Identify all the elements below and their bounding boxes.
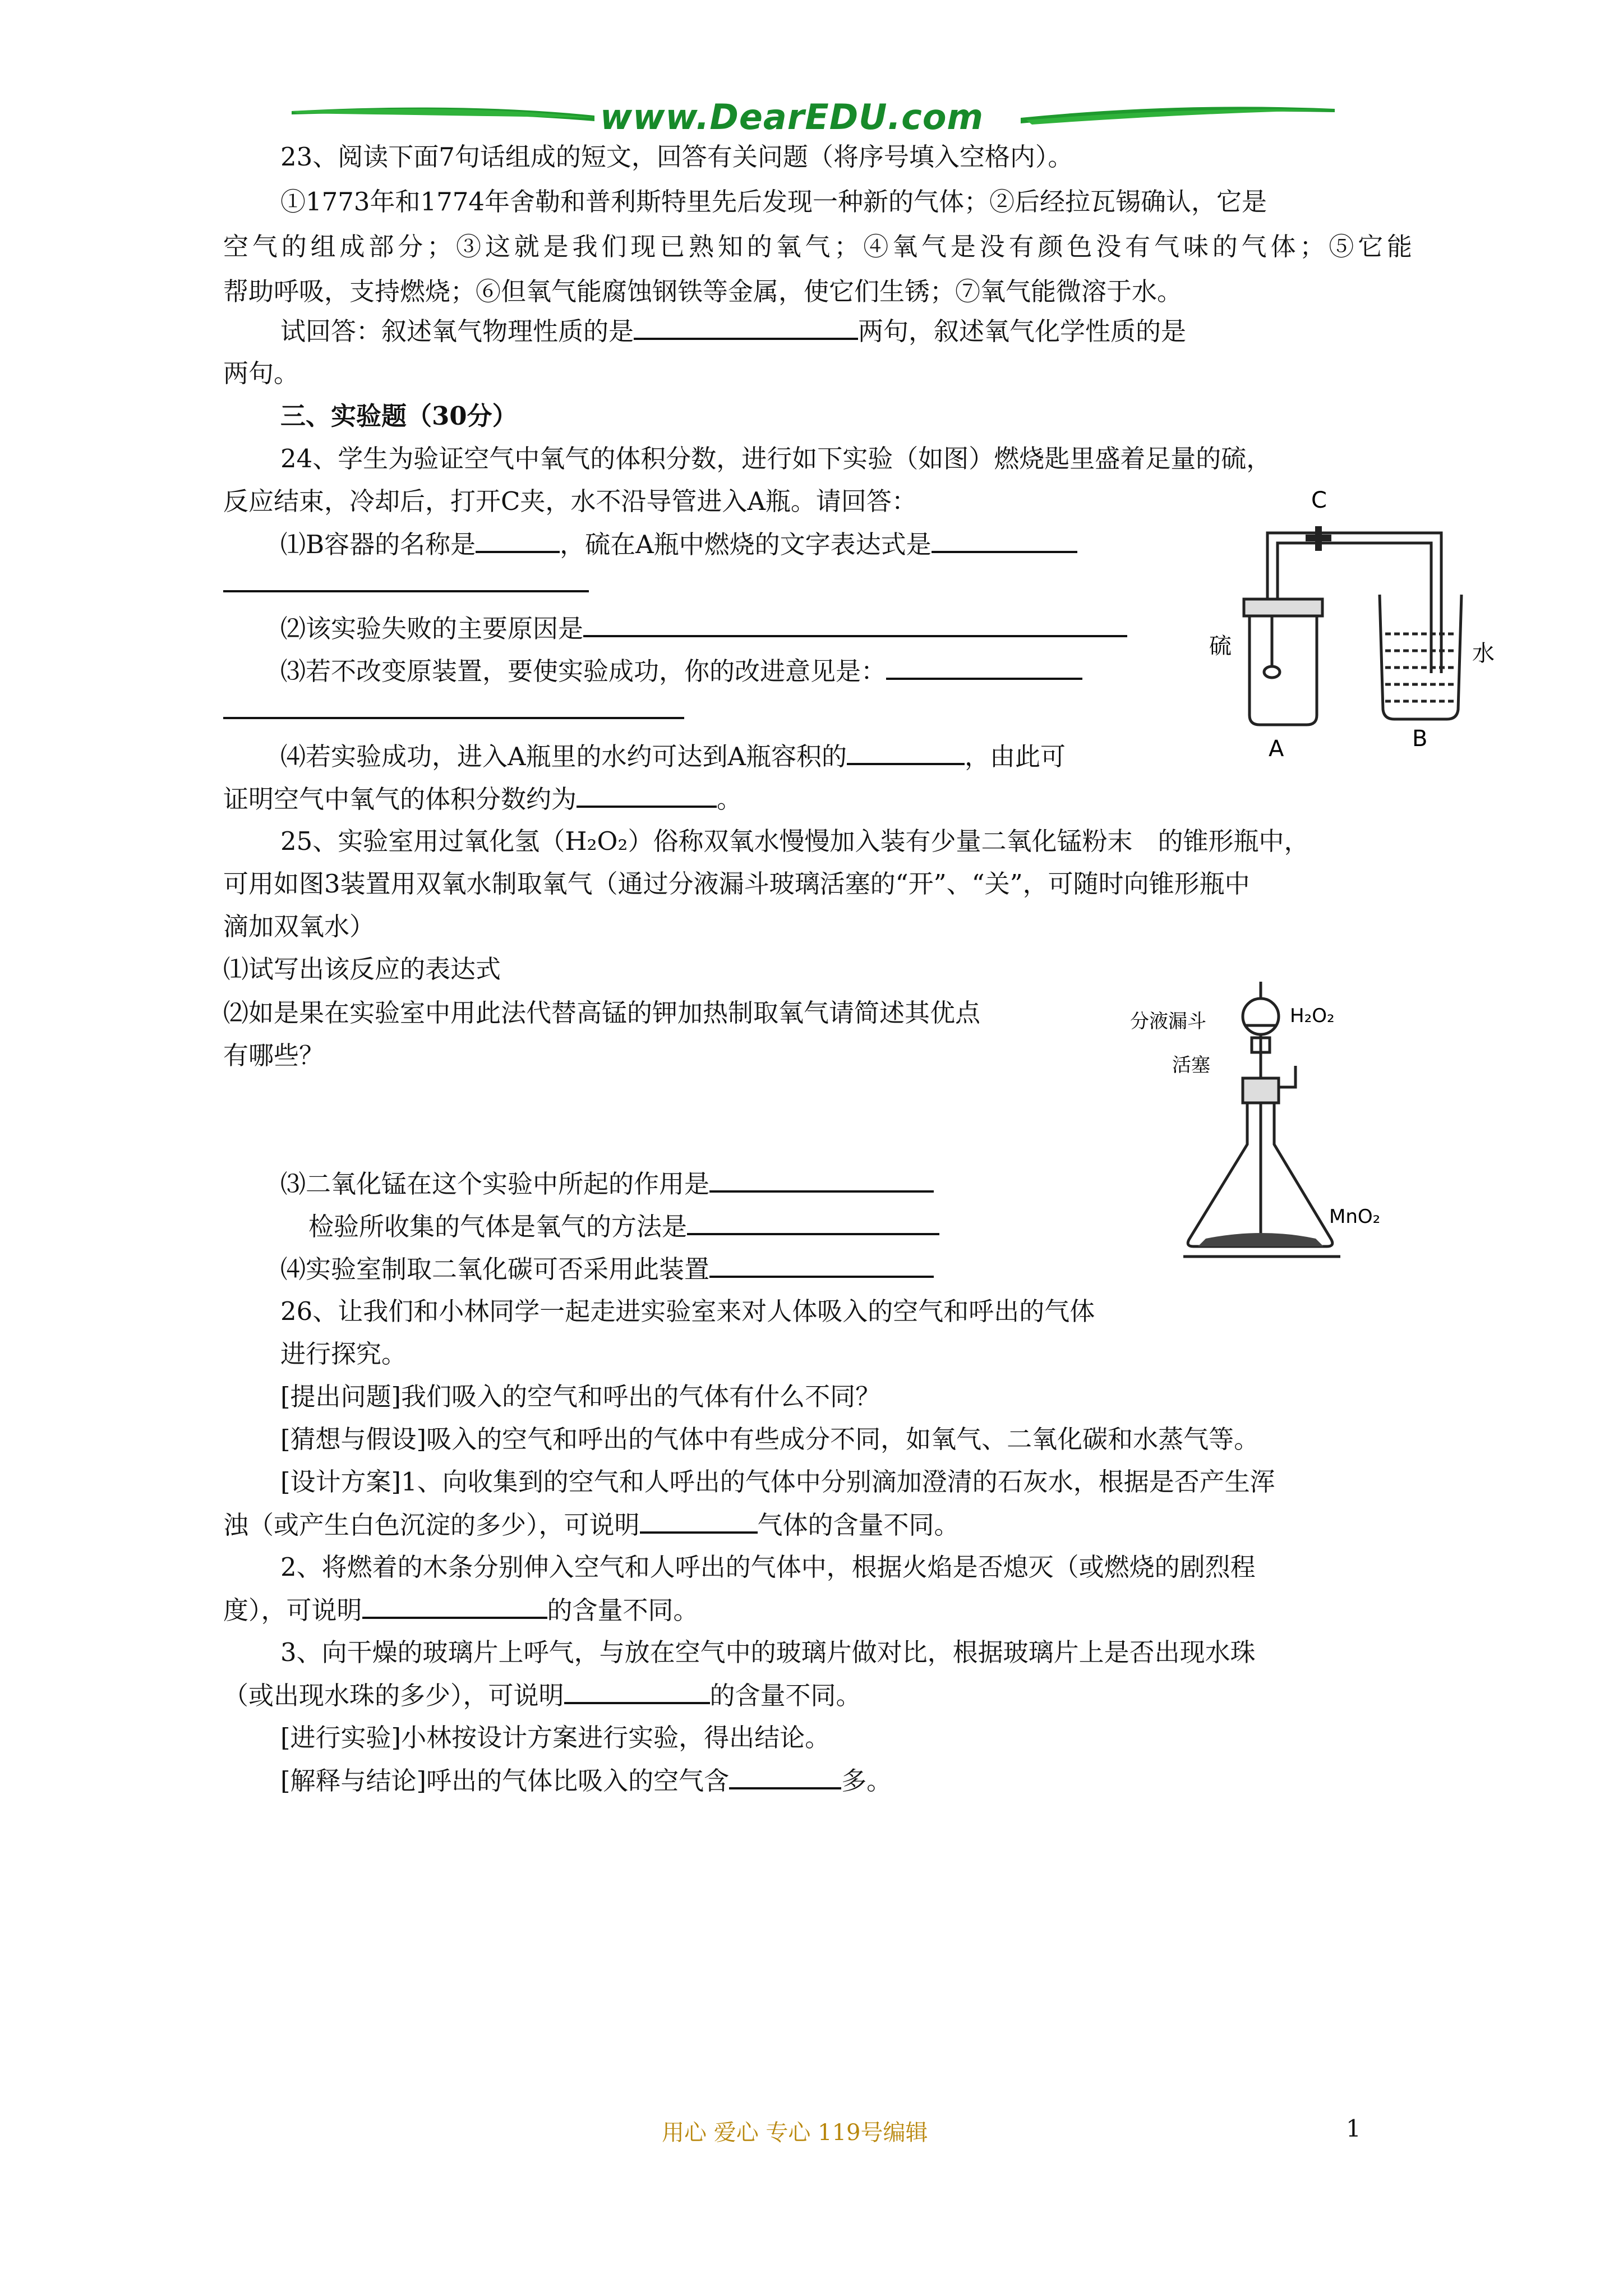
q26-conclusion (280, 1764, 892, 1798)
q23-line3: 帮助呼吸，支持燃烧；⑥但氧气能腐蚀钢铁等金属，使它们生锈；⑦氧气能微溶于水。 (223, 277, 1183, 306)
q23-line1: ①1773年和1774年舍勒和普利斯特里先后发现一种新的气体；②后经拉瓦锡确认，它是 (280, 187, 1267, 217)
q26-d1b: 浊（或产生白色沉淀的多少），可说明 (223, 1510, 640, 1540)
q23-ask-a: 试回答：叙述氧气物理性质的是 (280, 316, 634, 346)
section3-title: 三、实验题（30分） (280, 401, 518, 431)
q24-blank-improve[interactable] (886, 654, 1082, 680)
q24-p4c: 证明空气中氧气的体积分数约为 (223, 784, 577, 814)
q23-title: 23、阅读下面7句话组成的短文，回答有关问题（将序号填入空格内）。 (280, 142, 1073, 172)
q23-blank-physical[interactable] (634, 314, 858, 340)
q26-c2: 多。 (841, 1766, 892, 1796)
q24-blank-container[interactable] (476, 527, 560, 553)
q24-fig-water: 水 (1472, 641, 1495, 666)
q24-p4d: 。 (717, 784, 743, 814)
q25-blank-role[interactable] (709, 1167, 934, 1193)
header-site: www.DearEDU.com (600, 96, 984, 137)
q24-fig-c: C (1311, 487, 1327, 513)
q26-design2: 2、将燃着的木条分别伸入空气和人呼出的气体中，根据火焰是否熄灭（或燃烧的剧烈程 (280, 1552, 1256, 1582)
q25-fig-mno2: MnO₂ (1329, 1205, 1381, 1228)
q25-p3b: 检验所收集的气体是氧气的方法是 (308, 1212, 688, 1241)
q25-p4: ⑷实验室制取二氧化碳可否采用此装置 (280, 1254, 710, 1284)
q24-p3: ⑶若不改变原装置，要使实验成功，你的改进意见是： (280, 656, 887, 686)
q25-part4 (280, 1252, 934, 1286)
q26-design3b (223, 1678, 861, 1713)
q26-design2b (223, 1593, 699, 1627)
q26-d3b: （或出现水珠的多少），可说明 (223, 1681, 564, 1710)
q24-p4a: ⑷若实验成功，进入A瓶里的水约可达到A瓶容积的 (280, 742, 847, 771)
q24-line1: 24、学生为验证空气中氧气的体积分数，进行如下实验（如图）燃烧匙里盛着足量的硫， (280, 444, 1272, 473)
q23-ask-b: 两句，叙述氧气化学性质的是 (858, 316, 1187, 346)
q25-line1: 25、实验室用过氧化氢（H₂O₂）俗称双氧水慢慢加入装有少量二氧化锰粉末 的锥形瓶中， (280, 826, 1310, 856)
q26-design3: 3、向干燥的玻璃片上呼气，与放在空气中的玻璃片做对比，根据玻璃片上是否出现水珠 (280, 1637, 1256, 1667)
q24-apparatus-figure (1206, 482, 1497, 763)
q25-apparatus-figure (1127, 976, 1419, 1268)
q25-fig-stopcock: 活塞 (1172, 1054, 1210, 1076)
q24-blank-volume[interactable] (577, 782, 717, 808)
q26-hypothesis: [猜想与假设]吸入的空气和呼出的气体中有些成分不同，如氧气、二氧化碳和水蒸气等。 (280, 1424, 1260, 1454)
q25-part2: ⑵如是果在实验室中用此法代替高锰的钾加热制取氧气请简述其优点 (223, 998, 981, 1028)
q26-blank-water[interactable] (564, 1678, 710, 1704)
q25-blank-co2[interactable] (709, 1252, 934, 1278)
q23-line2: 空气的组成部分；③这就是我们现已熟知的氧气；④氧气是没有颜色没有气味的气体；⑤它能 (223, 232, 1412, 261)
q24-part1 (280, 527, 1077, 562)
q24-fig-a: A (1269, 736, 1284, 762)
q24-blank-expression-cont[interactable] (223, 590, 589, 592)
q25-part3b (308, 1209, 939, 1244)
q26-design1: [设计方案]1、向收集到的空气和人呼出的气体中分别滴加澄清的石灰水，根据是否产生浑 (280, 1467, 1275, 1497)
q25-fig-funnel: 分液漏斗 (1130, 1010, 1206, 1033)
q24-blank-expression[interactable] (932, 527, 1077, 553)
q24-fig-sulfur: 硫 (1209, 633, 1232, 659)
q26-blank-flame[interactable] (362, 1593, 547, 1619)
q25-part2b: 有哪些？ (223, 1041, 325, 1070)
q25-part3 (280, 1167, 934, 1201)
q24-p4b: ，由此可 (965, 742, 1066, 771)
q25-line2: 可用如图3装置用双氧水制取氧气（通过分液漏斗玻璃活塞的“开”、“关”，可随时向锥形瓶中 (223, 869, 1250, 899)
q26-blank-conclusion[interactable] (729, 1764, 841, 1789)
q26-blank-gas[interactable] (640, 1508, 758, 1534)
q26-line1: 26、让我们和小林同学一起走进实验室来对人体吸入的空气和呼出的气体 (280, 1296, 1095, 1326)
q24-part3 (280, 654, 1082, 688)
q24-p2: ⑵该实验失败的主要原因是 (280, 614, 584, 643)
q26-experiment: [进行实验]小林按设计方案进行实验，得出结论。 (280, 1723, 831, 1752)
q26-d3c: 的含量不同。 (709, 1681, 861, 1710)
q26-design1b (223, 1508, 960, 1542)
q24-part4-cont (223, 782, 742, 816)
q23-answer-line (280, 314, 1186, 348)
q24-blank-fraction[interactable] (847, 739, 965, 765)
q24-part4 (280, 739, 1066, 774)
q25-fig-h2o2: H₂O₂ (1290, 1005, 1335, 1027)
q24-line2: 反应结束，冷却后，打开C夹，水不沿导管进入A瓶。请回答： (223, 486, 917, 516)
page-number: 1 (1346, 2115, 1361, 2142)
q25-p3: ⑶二氧化锰在这个实验中所起的作用是 (280, 1169, 710, 1199)
q24-p1b: ，硫在A瓶中燃烧的文字表达式是 (560, 530, 932, 559)
footer-text: 用心 爱心 专心 119号编辑 (662, 2120, 928, 2146)
q24-p1a: ⑴B容器的名称是 (280, 530, 476, 559)
q26-c1: [解释与结论]呼出的气体比吸入的空气含 (280, 1766, 730, 1796)
q26-d1c: 气体的含量不同。 (757, 1510, 960, 1540)
q25-blank-test[interactable] (687, 1209, 939, 1235)
q23-ask-c: 两句。 (223, 358, 299, 388)
q24-part2 (280, 611, 1127, 646)
q24-blank-reason[interactable] (583, 611, 1127, 637)
q25-part1: ⑴试写出该反应的表达式 (223, 954, 501, 984)
q26-line2: 进行探究。 (280, 1339, 407, 1369)
q26-d2b: 度），可说明 (223, 1595, 362, 1625)
q24-blank-improve-cont[interactable] (223, 717, 684, 719)
q26-question: [提出问题]我们吸入的空气和呼出的气体有什么不同？ (280, 1382, 881, 1411)
q26-d2c: 的含量不同。 (547, 1595, 699, 1625)
q25-line3: 滴加双氧水） (223, 912, 375, 941)
q24-fig-b: B (1412, 726, 1428, 752)
